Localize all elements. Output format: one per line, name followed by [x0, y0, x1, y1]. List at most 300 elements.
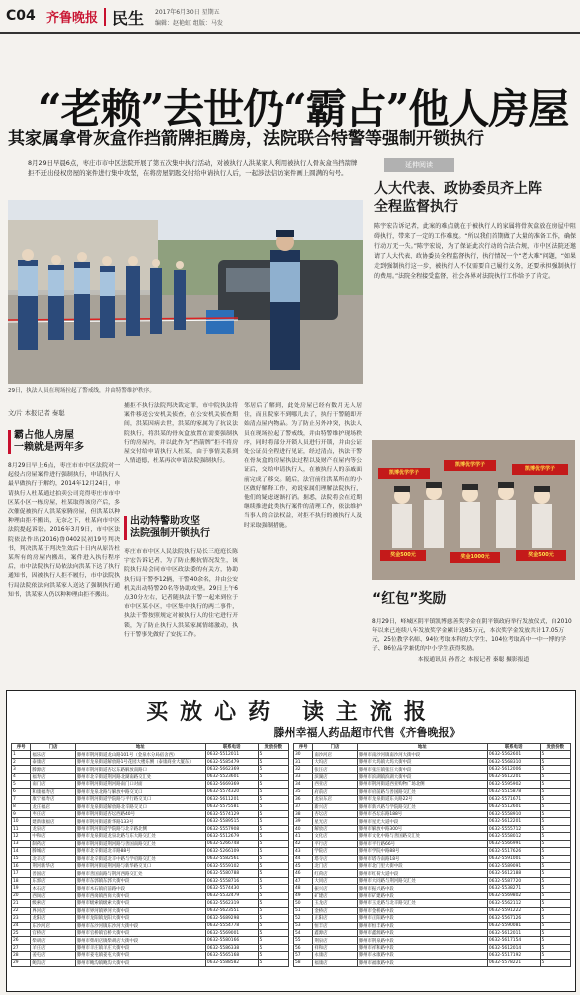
scholarship-photo — [372, 440, 575, 580]
store-address: 滕州市府前路与善国路交汇处 — [357, 788, 487, 795]
row-index: 43 — [294, 848, 313, 855]
store-phone: 0632-5574129 — [205, 810, 258, 817]
copy-count: 5 — [540, 803, 571, 810]
ad-title: 买放心药 读主流报 — [146, 699, 438, 725]
store-name: 永康店 — [313, 952, 357, 959]
store-address: 滕州市北门里大街中段 — [357, 863, 487, 870]
store-phone: 0632-5595902 — [487, 781, 540, 788]
store-phone: 0632-5562601 — [487, 751, 540, 758]
store-name: 正阳店 — [313, 915, 357, 922]
row-index: 45 — [294, 863, 313, 870]
store-address: 滕州市学院中路88号 — [357, 848, 487, 855]
store-address: 滕州市星光大道中段 — [357, 818, 487, 825]
table-row — [12, 855, 289, 862]
store-address: 滕州市龙泉街道东关路22号 — [357, 796, 487, 803]
store-address: 滕州市塔寺南路18号 — [357, 855, 487, 862]
copy-count: 5 — [258, 959, 289, 966]
store-phone: 0632-5612201 — [487, 773, 540, 780]
table-row — [12, 922, 289, 929]
row-index: 49 — [294, 892, 313, 899]
row-index: 52 — [294, 915, 313, 922]
store-phone: 0632-5565168 — [205, 952, 258, 959]
store-address: 滕州市北辛街道北辛路88号 — [75, 848, 205, 855]
subsection-heading-1 — [8, 430, 120, 454]
store-phone: 0632-5557908 — [205, 825, 258, 832]
store-address: 滕州市矿建路中段 — [357, 892, 487, 899]
store-address: 滕州市荆河街道荆河路与善国南路交汇处 — [75, 840, 205, 847]
table-row — [294, 818, 571, 825]
store-phone: 0632-5515878 — [487, 788, 540, 795]
newspaper-logo: 齐鲁晚报 — [46, 11, 99, 26]
copy-count: 5 — [540, 907, 571, 914]
copy-count: 5 — [540, 863, 571, 870]
editor-credits: 编辑：赵艳虹 组版：马发 — [155, 20, 223, 27]
store-phone: 0632-5571671 — [487, 796, 540, 803]
store-address: 滕州市永康路中段 — [357, 952, 487, 959]
issue-date: 2017年6月30日 星期五 — [155, 9, 220, 16]
copy-count: 5 — [540, 870, 571, 877]
store-address: 滕州市杏坛东路188号 — [357, 810, 487, 817]
copy-count: 5 — [258, 848, 289, 855]
prize-board: 凯博优学学子 — [512, 464, 568, 475]
store-phone: 0632-5612201 — [487, 818, 540, 825]
table-row — [294, 855, 571, 862]
header-count: 发放份数 — [540, 744, 571, 751]
prize-board: 奖金500元 — [516, 550, 566, 561]
table-row — [12, 900, 289, 907]
row-index: 5 — [12, 781, 31, 788]
enforcement-scene — [8, 200, 363, 384]
copy-count: 5 — [258, 915, 289, 922]
copy-count: 5 — [540, 781, 571, 788]
table-row — [294, 944, 571, 951]
store-phone: 0632-5662369 — [205, 766, 258, 773]
table-row — [294, 907, 571, 914]
copy-count: 5 — [258, 751, 289, 758]
store-phone: 0632-5558910 — [487, 810, 540, 817]
row-index: 15 — [12, 855, 31, 862]
store-phone: 0632-5512601 — [487, 803, 540, 810]
store-phone: 0632-5689298 — [205, 915, 258, 922]
article-headline: “老赖”去世仍“霸占”他人房屋 — [38, 85, 569, 133]
copy-count: 5 — [540, 773, 571, 780]
store-address: 滕州市张汪镇张汪大街中段 — [357, 766, 487, 773]
store-address: 滕州市界河镇界河大街中段 — [75, 907, 205, 914]
store-name: 界河店 — [31, 907, 75, 914]
store-phone: 0632-5562319 — [205, 900, 258, 907]
table-row — [12, 781, 289, 788]
store-name: 西岗店 — [31, 892, 75, 899]
store-address: 滕州市祥和路中段 — [357, 944, 487, 951]
store-phone: 0632-5554778 — [205, 922, 258, 929]
store-address: 滕州市善国南路与荆河西路交汇处 — [75, 870, 205, 877]
store-address: 滕州市解放中路300号 — [357, 825, 487, 832]
subsection-heading-1-line-2: 一赖就是两年多 — [14, 442, 84, 453]
store-phone: 0632-5523601 — [205, 773, 258, 780]
table-row — [294, 870, 571, 877]
article-column-3: 邻居后了解到，此处房屋已经有数月无人居住，而且院家不到哪儿去了，执行干警随即开始清点屋内物品。为了防止另外冲突，执法人员在现场拉起了警戒线，并由特警维护现场秩序，同时将部分开锁人员进行开锁，并由公证处公证员全程进行见证，经过清点，执法干警在骨灰盒的房屋执法过程以及财产在屋内等公证后，交给申请执行人，在被执行人的亲戚面前完成了移交。随后，法官前往洪某所在的小区做好解释工作，劝说家属们理解法院执行，他们的疑虑逐渐打消。据悉，法院将会在近期继续推进此类执行案件的清理工作，依法维护当事人的合法权益，对拒不执行的被执行人及时采取强制措施。 — [244, 403, 362, 529]
store-address: 滕州市北辛街道北辛中路与学府路交汇处 — [75, 855, 205, 862]
table-row — [294, 751, 571, 758]
row-index: 2 — [12, 758, 31, 765]
store-phone: 0632-5538271 — [487, 885, 540, 892]
store-address: 滕州市大同路与荆河路交汇处 — [357, 877, 487, 884]
store-name: 南沙河店 — [313, 751, 357, 758]
table-row — [12, 944, 289, 951]
table-row — [12, 803, 289, 810]
row-index: 6 — [12, 788, 31, 795]
store-address: 滕州市羊庄镇羊庄大街中段 — [75, 944, 205, 951]
table-row — [12, 929, 289, 936]
row-index: 9 — [12, 810, 31, 817]
store-phone: 0632-5580166 — [205, 937, 258, 944]
store-phone: 0632-5586338 — [205, 944, 258, 951]
store-address: 滕州市荆河街道新华路133号 — [75, 818, 205, 825]
header-index: 序号 — [294, 744, 313, 751]
copy-count: 5 — [258, 773, 289, 780]
table-row — [12, 766, 289, 773]
store-address: 滕州市平行路66号 — [357, 840, 487, 847]
store-address: 滕州市荆河街道荆河路与新华路交叉口 — [75, 863, 205, 870]
store-address: 滕州市恒丰路中段 — [357, 922, 487, 929]
copy-count: 5 — [258, 781, 289, 788]
section-name: 民生 — [112, 9, 145, 28]
store-address: 滕州市柴胡店镇柴胡店大街中段 — [75, 937, 205, 944]
header-phone: 联系电话 — [205, 744, 258, 751]
header-address: 地址 — [75, 744, 205, 751]
copy-count: 5 — [540, 915, 571, 922]
copy-count: 5 — [258, 952, 289, 959]
pharmacy-advertisement — [6, 690, 576, 992]
copy-count: 5 — [540, 922, 571, 929]
store-name: 龙泉店 — [31, 825, 75, 832]
copy-count: 5 — [540, 751, 571, 758]
copy-count: 5 — [540, 929, 571, 936]
table-row — [12, 825, 289, 832]
copy-count: 5 — [258, 758, 289, 765]
row-index: 51 — [294, 907, 313, 914]
table-row — [294, 900, 571, 907]
copy-count: 5 — [258, 788, 289, 795]
prize-board: 奖金1000元 — [450, 552, 500, 563]
table-row — [12, 907, 289, 914]
store-phone: 0632-5612006 — [487, 766, 540, 773]
store-table-left — [11, 743, 289, 967]
store-phone: 0632-5623551 — [205, 907, 258, 914]
row-index: 22 — [12, 907, 31, 914]
table-row — [12, 758, 289, 765]
store-name: 学院店 — [313, 848, 357, 855]
store-address: 滕州市荆河街道西亚购物广场北侧 — [357, 781, 487, 788]
copy-count: 5 — [540, 825, 571, 832]
row-index: 13 — [12, 840, 31, 847]
table-row — [12, 840, 289, 847]
store-address: 滕州市姜屯镇姜屯大街中段 — [75, 952, 205, 959]
store-name: 滨湖店 — [313, 773, 357, 780]
store-name: 建新康福店 — [31, 818, 75, 825]
article-byline: 文/片 本报记者 秦聪 — [8, 410, 65, 417]
store-phone: 0632-5585479 — [205, 758, 258, 765]
store-name: 龙庄福店 — [31, 803, 75, 810]
store-name: 羊庄店 — [31, 944, 75, 951]
store-address: 滕州市福康路中段 — [357, 959, 487, 966]
store-name: 塔寺店 — [313, 855, 357, 862]
copy-count: 5 — [540, 810, 571, 817]
row-index: 46 — [294, 870, 313, 877]
table-row — [12, 773, 289, 780]
row-index: 23 — [12, 915, 31, 922]
table-row — [294, 877, 571, 884]
store-address: 滕州市鑫源路中段 — [357, 929, 487, 936]
table-header-row — [294, 744, 571, 751]
store-name: 平行店 — [313, 840, 357, 847]
enforcement-photo — [8, 200, 363, 384]
store-name: 泰康店 — [31, 758, 75, 765]
store-address: 滕州市西岗镇西岗大街中段 — [75, 892, 205, 899]
ad-subtitle: 滕州幸福人药品超市代售《齐鲁晚报》 — [273, 726, 461, 739]
row-index: 54 — [294, 929, 313, 936]
store-address: 滕州市东郭镇东郭大街中段 — [75, 877, 205, 884]
store-name: 福乐店 — [31, 751, 75, 758]
copy-count: 5 — [540, 818, 571, 825]
copy-count: 5 — [540, 885, 571, 892]
table-row — [294, 796, 571, 803]
copy-count: 5 — [540, 959, 571, 966]
store-name: 荆泉店 — [313, 937, 357, 944]
store-name: 荆河新华店 — [31, 863, 75, 870]
store-phone: 0632-5578221 — [487, 959, 540, 966]
copy-count: 5 — [258, 803, 289, 810]
row-index: 55 — [294, 937, 313, 944]
store-name: 矿建店 — [313, 892, 357, 899]
row-index: 28 — [12, 952, 31, 959]
store-name: 中和店 — [31, 833, 75, 840]
copy-count: 5 — [540, 944, 571, 951]
store-phone: 0632-5517626 — [487, 848, 540, 855]
copy-count: 5 — [540, 952, 571, 959]
table-row — [294, 803, 571, 810]
store-address: 滕州市龙泉街道龙泉北路与东大路交汇处 — [75, 833, 205, 840]
copy-count: 5 — [258, 825, 289, 832]
store-phone: 0632-5555712 — [487, 825, 540, 832]
copy-count: 5 — [258, 855, 289, 862]
store-name: 星光店 — [313, 818, 357, 825]
row-index: 57 — [294, 952, 313, 959]
store-phone: 0632-5575581 — [205, 803, 258, 810]
table-row — [294, 885, 571, 892]
table-row — [294, 788, 571, 795]
copy-count: 5 — [540, 796, 571, 803]
copy-count: 5 — [540, 892, 571, 899]
store-address: 滕州市文化中路与善国路交汇处 — [357, 833, 487, 840]
store-phone: 0632-5512679 — [205, 833, 258, 840]
store-address: 滕州市东沙河镇东沙河大街中段 — [75, 922, 205, 929]
store-name: 东郭店 — [31, 877, 75, 884]
copy-count: 5 — [540, 877, 571, 884]
store-name: 滕源店 — [31, 766, 75, 773]
table-row — [12, 892, 289, 899]
row-index: 7 — [12, 796, 31, 803]
copy-count: 5 — [540, 900, 571, 907]
subsection-box-2 — [124, 516, 238, 540]
store-phone: 0632-5568310 — [487, 758, 540, 765]
copy-count: 5 — [258, 870, 289, 877]
store-phone: 0632-5569001 — [205, 929, 258, 936]
store-address: 滕州市北辛街道荆河路北湖南路交汇处 — [75, 773, 205, 780]
store-name: 级索店 — [31, 900, 75, 907]
header-address: 地址 — [357, 744, 487, 751]
store-name: 龙泉东店 — [313, 796, 357, 803]
row-index: 3 — [12, 766, 31, 773]
sidebar-tag: 延伸阅读 — [384, 158, 454, 172]
table-row — [12, 915, 289, 922]
row-index: 1 — [12, 751, 31, 758]
store-table-right — [293, 743, 571, 967]
table-row — [12, 952, 289, 959]
store-address: 滕州市龙泉街道解放路北辛路交叉口 — [75, 803, 205, 810]
row-index: 35 — [294, 788, 313, 795]
store-address: 滕州市振兴路中段 — [357, 885, 487, 892]
copy-count: 5 — [258, 877, 289, 884]
store-phone: 0632-5559102 — [205, 863, 258, 870]
subsection-heading-2-line-1: 出动特警助攻坚 — [130, 516, 200, 527]
store-name: 新兴店 — [313, 803, 357, 810]
header-rule — [0, 32, 580, 34]
copy-count: 5 — [258, 907, 289, 914]
copy-count: 5 — [540, 855, 571, 862]
row-index: 30 — [294, 751, 313, 758]
row-index: 25 — [12, 929, 31, 936]
store-phone: 0632-5582561 — [205, 855, 258, 862]
store-address: 滕州市官桥镇官桥大街中段 — [75, 929, 205, 936]
store-name: 大同店 — [313, 877, 357, 884]
store-address: 滕州市荆河街道荆河路南门口对面 — [75, 781, 205, 788]
copy-count: 5 — [258, 840, 289, 847]
store-name: 大坞店 — [313, 758, 357, 765]
row-index: 27 — [12, 944, 31, 951]
sidebar-body: 陈宇宏告诉记者，此案的难点就在于被执行人的家属将骨灰盒放在房屋中阻碍执行，带来了一定的工作难度。“所以我们首期做了大量的准备工作，确保行动万无一失。”陈宇宏说，为了保证此次行动的合法合规，市中区法院还邀请了人大代表、政协委员全程监督执行，执行情况一个“老大难”问题，“如果走到强制执行这一步，被执行人不仅需要自己履行义务，还要承担强制执行的费用。”法院全程接受监督，社会各界对法院执行工作给予了肯定。 — [374, 223, 576, 280]
store-name: 东沙河店 — [31, 922, 75, 929]
table-row — [294, 959, 571, 966]
store-name: 制药店 — [31, 840, 75, 847]
store-name: 解放店 — [313, 825, 357, 832]
article-column-2: 捕拒不执行法院判决裁定罪，市中院执法将案件移送公安机关侦查，在公安机关侦查期间，洪某因病去世，洪某的家属为了抗议法院执行，将洪某的骨灰盒放置在需要强制执行的房屋内，并以此作为“挡箭牌”拒不将房屋交付给申请执行人杜某，由于事情关系到人情道德，杜某再次申请法院强制执行。 — [124, 403, 238, 465]
store-address: 滕州市玉龙路与北辛路交汇处 — [357, 900, 487, 907]
store-address: 滕州市龙泉街道解放路1号花园大楼东侧（泰康商业大厦东） — [75, 758, 205, 765]
row-index: 29 — [12, 959, 31, 966]
copy-count: 5 — [540, 937, 571, 944]
row-index: 20 — [12, 892, 31, 899]
copy-count: 5 — [540, 758, 571, 765]
store-address: 滕州市荆河街道龙山路101号（金泉水分局宿舍西） — [75, 751, 205, 758]
table-row — [12, 870, 289, 877]
store-name: 张汪店 — [313, 766, 357, 773]
store-address: 滕州市红荷大道中段 — [357, 870, 487, 877]
row-index: 39 — [294, 818, 313, 825]
store-phone: 0632-5591222 — [487, 907, 540, 914]
store-name: 龙阳店 — [31, 915, 75, 922]
store-name: 鲍沟店 — [31, 959, 75, 966]
photo-caption: 29日，执法人员在现场拉起了警戒线，并由特警维护秩序。 — [8, 388, 155, 394]
copy-count: 5 — [258, 929, 289, 936]
row-index: 56 — [294, 944, 313, 951]
store-name: 善国店 — [31, 870, 75, 877]
copy-count: 5 — [258, 833, 289, 840]
row-index: 14 — [12, 848, 31, 855]
copy-count: 5 — [540, 840, 571, 847]
header-store: 门店 — [313, 744, 357, 751]
store-name: 杏坛店 — [313, 810, 357, 817]
table-row — [294, 863, 571, 870]
row-index: 48 — [294, 885, 313, 892]
row-index: 40 — [294, 825, 313, 832]
header-divider — [104, 8, 106, 26]
row-index: 33 — [294, 773, 313, 780]
row-index: 32 — [294, 766, 313, 773]
store-address: 滕州市龙阳镇龙阳大街中段 — [75, 915, 205, 922]
header-count: 发放份数 — [258, 744, 289, 751]
store-name: 振兴店 — [313, 885, 357, 892]
copy-count: 5 — [540, 848, 571, 855]
scholarship-caption: 8月29日，峄城区阴平镇凯博慈善奖学金在阴平镇政府举行发放仪式，自2010年以来已连续八年发放奖学金累计达85万元，本次奖学金发放共计17.05万元，25位教学名师、94位考取本科的大学生、104位考取高中一中一博的学子、86位品学兼优的中小学生获得奖励。 — [372, 619, 572, 652]
article-column-1: 8月29日早上6点，枣庄市市中区法院对一起侵占房屋案件进行强制执行，申请执行人最早做执行于解约，2014年12月24日，申请执行人杜某通过拍卖公司竞得枣庄市市中区某小区一栋房屋，杜某取得该房产后，多次催促被执行人洪某家腾房屋，但洪某以种种理由拒不搬出，无奈之下，杜某向市中区法院提起诉讼。2016年3月9日，市中区法院依法作出(2016)鲁0402民初19号判决书，判决洪某于判决生效后十日内从原告杜某所有的房屋内搬出，案件进入执行程序后，市中法院执行局依法向洪某下达了执行通知书，因被执行人拒不履行，市中法院执行局法院依法向洪某家人送达了强制执行通知书，洪某家人仍以种种理由拒不搬出。 — [8, 463, 120, 598]
table-row — [12, 751, 289, 758]
table-row — [294, 937, 571, 944]
store-phone: 0632-5567126 — [487, 915, 540, 922]
row-index: 8 — [12, 803, 31, 810]
store-address: 滕州市正阳路中段 — [357, 915, 487, 922]
store-address: 滕州市级索镇级索大街中段 — [75, 900, 205, 907]
table-row — [294, 848, 571, 855]
store-address: 滕州市滨湖镇滨湖大街中段 — [357, 773, 487, 780]
store-address: 滕州市龙泉北路与解放中路交叉口 — [75, 788, 205, 795]
store-address: 滕州市大坞镇大坞大街中段 — [357, 758, 487, 765]
sidebar-heading-line-2: 全程监督执行 — [374, 199, 458, 215]
row-index: 17 — [12, 870, 31, 877]
table-row — [12, 885, 289, 892]
store-name: 和康福寿店 — [31, 788, 75, 795]
table-header-row — [12, 744, 289, 751]
scholarship-heading: “红包”奖励 — [372, 591, 447, 607]
copy-count: 5 — [258, 922, 289, 929]
table-row — [294, 952, 571, 959]
store-phone: 0632-5532479 — [205, 892, 258, 899]
table-row — [294, 840, 571, 847]
copy-count: 5 — [540, 833, 571, 840]
prize-board: 凯博优学学子 — [444, 460, 496, 471]
subsection-heading-2 — [124, 516, 238, 540]
row-index: 31 — [294, 758, 313, 765]
store-name: 木石店 — [31, 885, 75, 892]
store-name: 红荷店 — [313, 870, 357, 877]
store-name: 玉龙店 — [313, 900, 357, 907]
table-row — [12, 937, 289, 944]
copy-count: 5 — [258, 892, 289, 899]
row-index: 38 — [294, 810, 313, 817]
store-address: 滕州市荆河街道杏坛东路解放南路口 — [75, 766, 205, 773]
store-name: 祥和店 — [313, 944, 357, 951]
store-phone: 0632-5669369 — [205, 781, 258, 788]
store-phone: 0632-5591001 — [487, 855, 540, 862]
table-row — [294, 929, 571, 936]
sidebar-heading — [374, 180, 574, 216]
store-phone: 0632-5517192 — [487, 952, 540, 959]
table-row — [12, 877, 289, 884]
store-phone: 0632-5589091 — [487, 863, 540, 870]
row-index: 10 — [12, 818, 31, 825]
store-phone: 0632-5574320 — [205, 788, 258, 795]
copy-count: 5 — [258, 900, 289, 907]
